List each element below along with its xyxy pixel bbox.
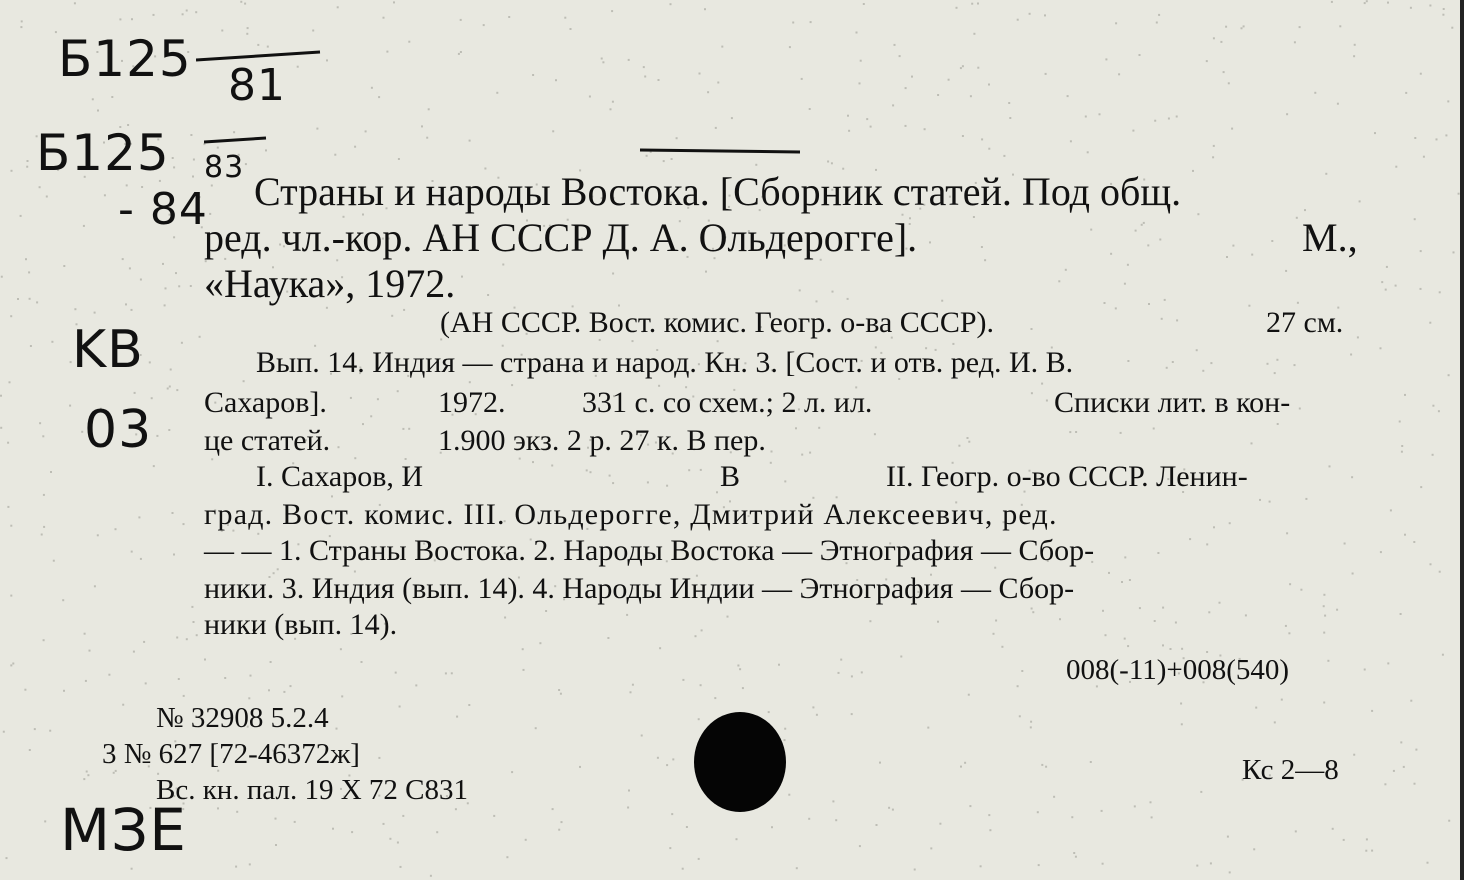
volume-bibliography-note-cont: це статей. xyxy=(204,424,331,457)
subject-headings-3: ники (вып. 14). xyxy=(204,608,398,641)
added-entry-2: II. Геогр. о-во СССР. Ленин- xyxy=(886,460,1248,493)
volume-compiler: Сахаров]. xyxy=(204,386,327,419)
volume-year: 1972. xyxy=(438,386,506,419)
card-edge-shadow xyxy=(1460,0,1464,880)
card-punch-hole xyxy=(694,712,786,812)
handwritten-call-number-2: Б125 xyxy=(36,124,170,182)
handwritten-call-number-2-sub: 83 xyxy=(204,150,245,185)
registration-number: 3 № 627 [72-46372ж] xyxy=(102,738,360,770)
added-entry-3: град. Вост. комис. III. Ольдерогге, Дмитрий Алексеевич, ред. xyxy=(204,498,1058,531)
subject-headings-2: ники. 3. Индия (вып. 14). 4. Народы Индии — Этнография — Сбор- xyxy=(204,572,1075,605)
volume-bibliography-note: Списки лит. в кон- xyxy=(1054,386,1291,419)
handwritten-range: - 84 xyxy=(118,184,208,235)
volume-pagination: 331 с. со схем.; 2 л. ил. xyxy=(582,386,873,419)
entry-place: М., xyxy=(1302,215,1358,260)
volume-line-1: Вып. 14. Индия — страна и народ. Кн. 3. [Сост. и отв. ред. И. В. xyxy=(256,346,1074,379)
handwritten-mark-kb: KB xyxy=(72,320,144,380)
handwritten-call-number-1-sub: 81 xyxy=(228,60,286,111)
subject-headings-1: — — 1. Страны Востока. 2. Народы Востока — Этнография — Сбор- xyxy=(204,534,1095,567)
card-set-code: Кс 2—8 xyxy=(1242,754,1339,786)
series-statement: (АН СССР. Вост. комис. Геогр. о-ва СССР). xyxy=(440,306,995,339)
order-number: № 32908 5.2.4 xyxy=(156,702,329,734)
handwritten-call-number-1: Б125 xyxy=(58,30,192,88)
edition-price: 1.900 экз. 2 р. 27 к. В пер. xyxy=(438,424,766,457)
chamber-imprint: Вс. кн. пал. 19 X 72 С831 xyxy=(156,774,468,806)
handwritten-mark-mze: МЗЕ xyxy=(60,796,187,864)
entry-title-line: Страны и народы Востока. [Сборник статей. Под общ. xyxy=(254,169,1182,214)
stamp-dash xyxy=(640,150,800,152)
added-entry-1: I. Сахаров, И xyxy=(256,460,424,493)
udc-classification: 008(-11)+008(540) xyxy=(1066,654,1290,686)
fraction-bar-2 xyxy=(204,128,274,148)
added-entry-1-initial: В xyxy=(720,460,741,493)
entry-editor-line: ред. чл.-кор. АН СССР Д. А. Ольдерогге]. xyxy=(204,215,918,260)
book-size: 27 см. xyxy=(1266,306,1344,339)
entry-publisher-line: «Наука», 1972. xyxy=(204,261,456,306)
handwritten-mark-03: 03 xyxy=(84,400,153,460)
